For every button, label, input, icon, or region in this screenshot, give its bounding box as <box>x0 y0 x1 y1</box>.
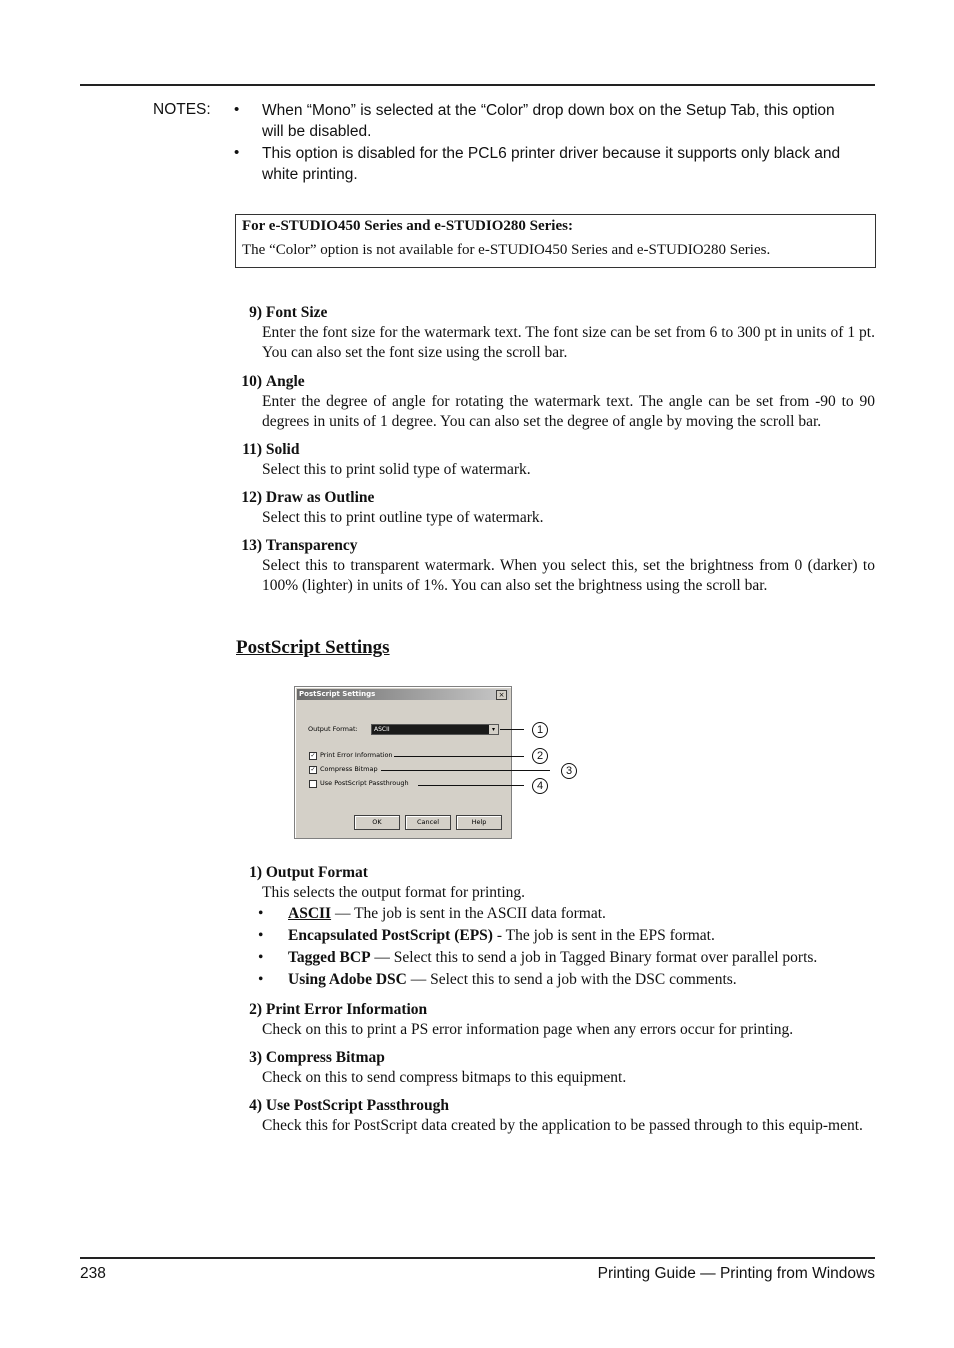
format-description: The job is sent in the ASCII data format. <box>354 905 606 922</box>
info-box-text: The “Color” option is not available for e-STUDIO450 Series and e-STUDIO280 Series. <box>242 242 771 258</box>
note-line: This option is disabled for the PCL6 printer driver because it supports only black and <box>262 145 841 162</box>
format-name: ASCII <box>288 905 332 922</box>
bullet: • <box>258 905 264 922</box>
callout-line <box>418 785 524 786</box>
item-description: Select this to print outline type of watermark. <box>262 509 544 526</box>
item-number: 4) <box>249 1097 262 1114</box>
item-description: Enter the degree of angle for rotating the watermark text. The angle can be set from -90 to 90 degrees in units of 1 degree. You can also set the degree of angle by moving the scroll bar. <box>262 393 875 430</box>
item-heading: Transparency <box>265 537 358 554</box>
callout-number: 1 <box>532 722 548 738</box>
item-heading: Output Format <box>265 864 368 881</box>
list-item <box>258 971 875 993</box>
compress-bitmap-checkbox[interactable]: ✓ <box>310 766 316 773</box>
callout-number: 2 <box>532 748 548 764</box>
item-heading: Use PostScript Passthrough <box>265 1097 450 1114</box>
ps-item-compress-bitmap <box>234 1048 875 1088</box>
bullet: • <box>258 971 264 988</box>
header-rule <box>80 84 875 86</box>
page-number: 238 <box>80 1265 106 1282</box>
format-description: The job is sent in the EPS format. <box>505 927 715 944</box>
output-format-label: Output Format: <box>308 725 358 733</box>
help-button[interactable]: Help <box>456 815 502 830</box>
item-number: 1) <box>249 864 262 881</box>
info-box-title: For e-STUDIO450 Series and e-STUDIO280 Series: <box>242 218 573 234</box>
note-line: white printing. <box>262 166 358 183</box>
footer-rule <box>80 1257 875 1259</box>
watermark-item-outline <box>234 488 875 528</box>
item-number: 13) <box>241 537 262 554</box>
note-item <box>262 100 875 142</box>
callout-number: 3 <box>561 763 577 779</box>
list-item <box>258 905 875 927</box>
item-number: 11) <box>242 441 262 458</box>
note-bullet: • <box>234 144 240 161</box>
item-number: 12) <box>241 489 262 506</box>
format-separator: — <box>406 971 431 988</box>
postscript-settings-dialog <box>294 686 512 839</box>
item-heading: Font Size <box>265 304 328 321</box>
passthrough-label: Use PostScript Passthrough <box>320 779 409 787</box>
format-name: Tagged BCP <box>288 949 371 966</box>
passthrough-checkbox[interactable] <box>309 780 317 788</box>
format-description: Select this to send a job with the DSC comments. <box>430 971 737 988</box>
print-error-label: Print Error Information <box>320 751 393 759</box>
output-format-value: ASCII <box>374 726 390 733</box>
format-name: Using Adobe DSC <box>288 971 407 988</box>
item-description: Select this to transparent watermark. When you select this, set the brightness from 0 (darker) to 100% (lighter) in units of 1%. You can also set the brightness using the scroll bar. <box>262 557 875 594</box>
list-item <box>258 927 875 949</box>
item-heading: Draw as Outline <box>265 489 375 506</box>
bullet: • <box>258 949 264 966</box>
output-format-list <box>258 905 875 993</box>
item-description: Check this for PostScript data created by the application to be passed through to this equip-ment. <box>262 1117 863 1134</box>
watermark-item-transparency <box>234 536 875 596</box>
format-separator: — <box>370 949 394 966</box>
item-number: 3) <box>249 1049 262 1066</box>
output-format-select[interactable] <box>371 724 499 735</box>
bullet: • <box>258 927 264 944</box>
chevron-down-icon[interactable]: ▾ <box>489 725 498 734</box>
info-box <box>235 214 876 268</box>
note-line: When “Mono” is selected at the “Color” drop down box on the Setup Tab, this option <box>262 102 835 119</box>
item-description: Enter the font size for the watermark text. The font size can be set from 6 to 300 pt in units of 1 pt. You can also set the font size using the scroll bar. <box>262 324 875 361</box>
ps-item-output-format <box>234 863 875 903</box>
callout-line <box>381 770 550 771</box>
compress-bitmap-label: Compress Bitmap <box>320 765 378 773</box>
callout-line <box>500 729 524 730</box>
item-heading: Angle <box>265 373 305 390</box>
callout-line <box>394 756 524 757</box>
close-icon[interactable]: × <box>496 690 507 700</box>
notes-label: NOTES: <box>153 101 211 118</box>
note-line: will be disabled. <box>262 123 372 140</box>
watermark-item-solid <box>234 440 875 480</box>
item-description: This selects the output format for printing. <box>262 884 526 901</box>
format-separator: — <box>331 905 355 922</box>
format-description: Select this to send a job in Tagged Binary format over parallel ports. <box>393 949 818 966</box>
ok-button[interactable]: OK <box>354 815 400 830</box>
item-number: 2) <box>249 1001 262 1018</box>
format-name: Encapsulated PostScript (EPS) <box>288 927 493 944</box>
watermark-item-font-size <box>234 303 875 363</box>
item-description: Select this to print solid type of watermark. <box>262 461 531 478</box>
item-heading: Compress Bitmap <box>265 1049 385 1066</box>
list-item <box>258 949 875 971</box>
footer-title: Printing Guide — Printing from Windows <box>597 1265 875 1282</box>
format-separator: - <box>492 927 506 944</box>
ps-item-passthrough <box>234 1096 875 1136</box>
item-number: 9) <box>249 304 262 321</box>
ps-item-print-error <box>234 1000 875 1040</box>
dialog-title-bar <box>297 689 509 700</box>
dialog-title: PostScript Settings <box>299 690 376 698</box>
cancel-button[interactable]: Cancel <box>405 815 451 830</box>
note-item <box>262 143 875 185</box>
watermark-item-angle <box>234 372 875 432</box>
item-number: 10) <box>241 373 262 390</box>
item-heading: Solid <box>265 441 300 458</box>
item-heading: Print Error Information <box>265 1001 428 1018</box>
note-bullet: • <box>234 101 240 118</box>
section-title: PostScript Settings <box>236 637 390 658</box>
item-description: Check on this to send compress bitmaps to this equipment. <box>262 1069 627 1086</box>
item-description: Check on this to print a PS error information page when any errors occur for printing. <box>262 1021 794 1038</box>
print-error-checkbox[interactable]: ✓ <box>310 752 316 759</box>
callout-number: 4 <box>532 778 548 794</box>
